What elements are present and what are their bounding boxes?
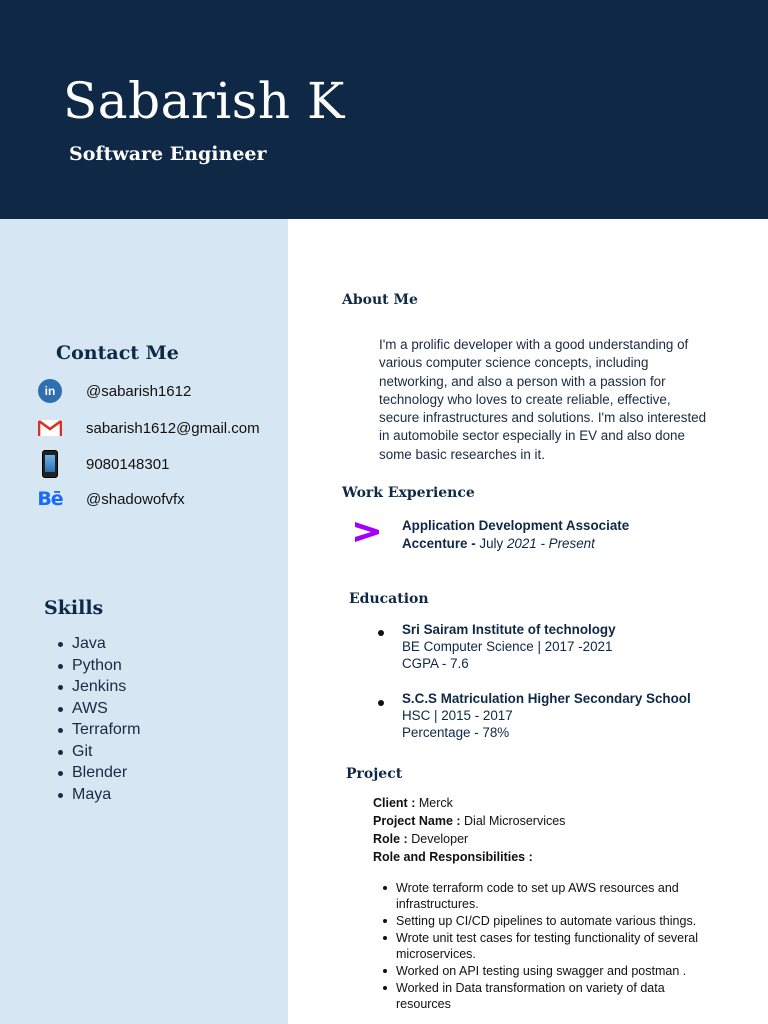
skill-item: Jenkins <box>56 676 140 698</box>
responsibilities-label: Role and Responsibilities : <box>373 850 533 864</box>
school-name: S.C.S Matriculation Higher Secondary School <box>402 691 691 706</box>
skill-item: Java <box>56 633 140 655</box>
work-heading: Work Experience <box>342 485 475 501</box>
responsibilities-label-row <box>373 848 565 866</box>
header-banner <box>0 0 768 219</box>
bullet-icon <box>378 630 384 636</box>
skill-item: Blender <box>56 762 140 784</box>
about-text: I'm a prolific developer with a good understanding of various computer science concepts, including networking, and also a person with a passion for technology who loves to create reliable, effective, secure infrastructures and solutions. I'm also interested in automobile sector especially in EV and also done some basic researches in it. <box>379 337 707 462</box>
about-heading: About Me <box>342 292 418 308</box>
responsibility-item: Wrote terraform code to set up AWS resources and infrastructures. <box>382 880 722 912</box>
phone-icon <box>36 451 64 477</box>
contact-phone[interactable] <box>36 451 170 477</box>
client-value: Merck <box>418 796 453 810</box>
school-detail: HSC | 2015 - 2017 <box>402 708 513 723</box>
linkedin-icon: in <box>36 378 64 404</box>
responsibilities-list <box>382 880 722 1013</box>
project-name-row <box>373 812 565 830</box>
skill-item: Python <box>56 655 140 677</box>
contact-email[interactable] <box>36 415 260 441</box>
school-detail: BE Computer Science | 2017 -2021 <box>402 639 613 654</box>
school-score: Percentage - 78% <box>402 725 510 740</box>
skill-item: Git <box>56 741 140 763</box>
job-title: Software Engineer <box>69 143 267 165</box>
education-item <box>402 621 616 672</box>
responsibility-item: Worked in Data transformation on variety of data resources <box>382 980 722 1012</box>
skills-list <box>56 633 140 805</box>
sidebar-panel <box>0 219 288 1024</box>
gmail-icon <box>36 415 64 441</box>
behance-handle[interactable]: @shadowofvfx <box>86 490 185 508</box>
project-name-value: Dial Microservices <box>464 814 566 828</box>
contact-behance[interactable] <box>36 486 185 512</box>
skill-item: Terraform <box>56 719 140 741</box>
project-client-row <box>373 794 565 812</box>
school-score: CGPA - 7.6 <box>402 656 469 671</box>
behance-icon: Bē <box>37 488 63 510</box>
responsibility-item: Setting up CI/CD pipelines to automate various things. <box>382 913 722 929</box>
project-details <box>373 794 565 866</box>
school-name: Sri Sairam Institute of technology <box>402 622 616 637</box>
work-position: Application Development Associate <box>402 518 630 533</box>
work-date-range: 2021 - Present <box>506 536 595 551</box>
work-company-line <box>402 536 595 551</box>
contact-linkedin[interactable] <box>36 378 192 404</box>
responsibility-item: Wrote unit test cases for testing functionality of several microservices. <box>382 930 722 962</box>
role-value: Developer <box>411 832 469 846</box>
education-item <box>402 690 691 741</box>
project-role-row <box>373 830 565 848</box>
project-heading: Project <box>346 766 403 782</box>
email-address[interactable]: sabarish1612@gmail.com <box>86 419 260 437</box>
work-company: Accenture - <box>402 536 476 551</box>
linkedin-handle[interactable]: @sabarish1612 <box>86 382 192 400</box>
skill-item: AWS <box>56 698 140 720</box>
responsibility-item: Worked on API testing using swagger and postman . <box>382 963 722 979</box>
contact-heading: Contact Me <box>56 342 179 364</box>
project-name-label: Project Name : <box>373 814 461 828</box>
bullet-icon <box>378 700 384 706</box>
work-date-prefix: July <box>479 536 504 551</box>
role-label: Role : <box>373 832 408 846</box>
client-label: Client : <box>373 796 416 810</box>
education-heading: Education <box>349 591 429 607</box>
accenture-logo-icon <box>352 518 382 551</box>
skill-item: Maya <box>56 784 140 806</box>
skills-heading: Skills <box>44 597 104 619</box>
phone-number[interactable]: 9080148301 <box>86 455 170 473</box>
candidate-name: Sabarish K <box>63 72 345 130</box>
